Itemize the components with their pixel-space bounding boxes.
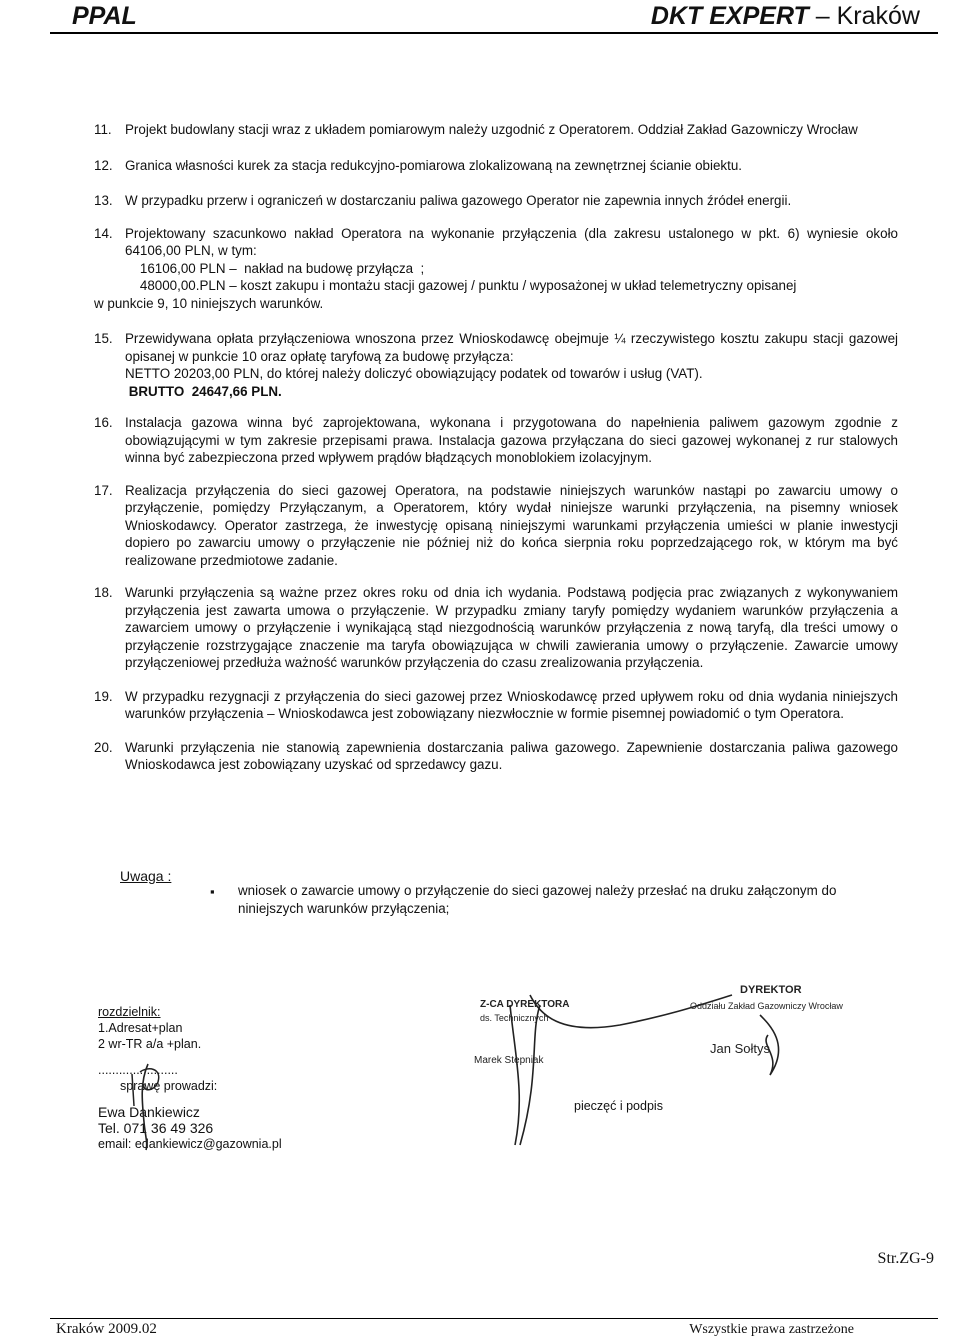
item-subline: 48000,00.PLN – koszt zakupu i montażu stacji gazowej / punktu / wyposażonej w układ telemetryczny opisanej [125, 278, 797, 293]
handled-by-label: sprawę prowadzi: [120, 1079, 218, 1093]
handwritten-initials [118, 1062, 178, 1152]
item-number: 15. [94, 331, 113, 346]
item-number: 13. [94, 193, 113, 208]
header-brand: DKT EXPERT [650, 2, 809, 30]
stamp-deputy-title: Z-CA DYREKTORA [480, 999, 570, 1010]
item-text: Granica własności kurek za stacja redukcyjno-pomiarowa zlokalizowaną na zewnętrznej ścianie obiektu. [125, 157, 743, 173]
item-subline: 16106,00 PLN – nakład na budowę przyłącza ; [125, 260, 425, 276]
item-text: W przypadku przerw i ograniczeń w dostarczaniu paliwa gazowego Operator nie zapewnia innych źródeł energii. [125, 193, 792, 208]
footer-rights: Wszystkie prawa zastrzeżone [689, 1322, 854, 1337]
item-number: 18. [94, 585, 113, 600]
item-number: 20. [94, 739, 113, 755]
list-item [94, 157, 898, 175]
distribution-line: 1.Adresat+plan [98, 1021, 183, 1035]
stamp-title: DYREKTOR [740, 984, 802, 996]
list-item [94, 225, 898, 295]
item-tail: w punkcie 9, 10 niniejszych warunków. [94, 295, 324, 311]
item-number: 17. [94, 482, 113, 498]
note-label: Uwaga : [120, 868, 172, 884]
stamp-caption: pieczęć i podpis [574, 1099, 663, 1113]
stamp-office: Oddziału Zakład Gazowniczy Wrocław [690, 1001, 843, 1011]
conditions-list [94, 121, 898, 774]
stamp-deputy-dept: ds. Technicznych [480, 1013, 549, 1023]
dotted-line: ....................... [98, 1063, 178, 1077]
page-number: Str.ZG-9 [877, 1250, 934, 1267]
footer-date: Kraków 2009.02 [56, 1321, 157, 1337]
item-text: Instalacja gazowa winna być zaprojektowana, wykonana i przygotowana do napełnienia paliwem gazowym zgodnie z obowiązującymi w tym zakresie przepisami prawa. Instalacja gazowa przyłączana do sieci gazowej wykonanej z rur stalowych winna być zabezpieczona przed wpływem prądów błądzących monoblokiem izolacyjnym. [125, 415, 898, 465]
note-text: wniosek o zawarcie umowy o przyłączenie do sieci gazowej należy przesłać na druku załączonym do niniejszych warunków przyłączenia; [238, 883, 837, 916]
item-number: 14. [94, 225, 113, 241]
item-text: W przypadku rezygnacji z przyłączenia do sieci gazowej przez Wnioskodawcę przed upływem roku od dnia wydania niniejszych warunków przyłączenia – Wnioskodawca jest zobowiązany niezwłocznie w formie pisemnej powiadomić o tym Operatora. [125, 688, 898, 721]
contact-email: email: edankiewicz@gazownia.pl [98, 1137, 282, 1151]
list-item [94, 688, 898, 723]
contact-name: Ewa Dankiewicz [98, 1104, 200, 1120]
item-text: Projektowany szacunkowo nakład Operatora na wykonanie przyłączenia (dla zakresu ustalonego w pkt. 6) wyniesie około 64106,00 PLN, w tym: [125, 225, 898, 258]
list-item [94, 121, 898, 139]
header-rule [50, 32, 938, 34]
list-item [94, 192, 898, 210]
header-right-brand [651, 2, 920, 31]
net-amount: NETTO 20203,00 PLN, do której należy doliczyć obowiązujący podatek od towarów i usług (VAT). [125, 366, 703, 381]
distribution-line: 2 wr-TR a/a +plan. [98, 1037, 202, 1051]
contact-phone: Tel. 071 36 49 326 [98, 1120, 214, 1136]
item-text: Warunki przyłączenia są ważne przez okres roku od dnia ich wydania. Podstawą podjęcia prac związanych z wykonywaniem przyłączenia jest zawarta umowa o przyłączenie. W przypadku zmiany taryfy pomiędzy wydaniem warunków przyłączenia a zawarciem umowy o przyłączenie i wynikającą stąd niezgodnością warunków przyłączenia z nową taryfą, dla treści umowy o przyłączenie rozstrzygające znaczenie ma taryfa obowiązująca w chwili zawierania umowy o przyłączenie. Zawarcie umowy przyłączeniowej przedłuża ważność warunków przyłączenia do czasu zrealizowania przyłączenia. [125, 585, 898, 670]
stamp-name: Jan Sołtys [710, 1041, 770, 1056]
header-left-brand: PPAL [72, 2, 137, 30]
item-text: Projekt budowlany stacji wraz z układem pomiarowym należy uzgodnić z Operatorem. Oddział Zakład Gazowniczy Wrocław [125, 122, 858, 137]
bullet-icon: ▪ [210, 884, 215, 899]
stamp-deputy-name: Marek Stępniak [474, 1055, 544, 1066]
item-text: Realizacja przyłączenia do sieci gazowej Operatora, na podstawie niniejszych warunków nastąpi po zawarciu umowy o przyłączenie, pomiędzy Przyłączanym, a Operatorem, który wydał niniejsze warunki przyłączenia, na pisemny wniosek Wnioskodawcy. Operator zastrzega, że inwestycję opisaną niniejszymi warunkami przyłączenia umieści w planie inwestycji dopiero po zawarciu umowy o przyłączenie nie później niż do końca sierpnia roku poprzedzającego rok, w którym ma być realizowane przedmiotowe zadanie. [125, 482, 898, 568]
item-text: Przewidywana opłata przyłączeniowa wnoszona przez Wnioskodawcę obejmuje ¼ rzeczywistego kosztu zakupu stacji gazowej opisanej w punkcie 10 oraz opłatę taryfową za budowę przyłącza: [125, 331, 898, 364]
item-number: 16. [94, 415, 113, 430]
list-item [94, 584, 898, 672]
list-item [94, 482, 898, 570]
item-number: 19. [94, 688, 113, 704]
signature-stamp-area [470, 975, 850, 1155]
distribution-heading: rozdzielnik: [98, 1005, 161, 1019]
list-item [94, 330, 898, 400]
gross-amount: BRUTTO 24647,66 PLN. [125, 383, 282, 399]
item-number: 11. [94, 122, 112, 137]
item-number: 12. [94, 157, 113, 173]
item-text: Warunki przyłączenia nie stanowią zapewnienia dostarczania paliwa gazowego. Zapewnienie dostarczania paliwa gazowego Wnioskodawca jest zobowiązany uzyskać od sprzedawcy gazu. [125, 739, 898, 772]
header-city: – Kraków [808, 2, 920, 30]
list-item [94, 414, 898, 467]
footer-rule [50, 1318, 938, 1319]
list-item [94, 739, 898, 774]
